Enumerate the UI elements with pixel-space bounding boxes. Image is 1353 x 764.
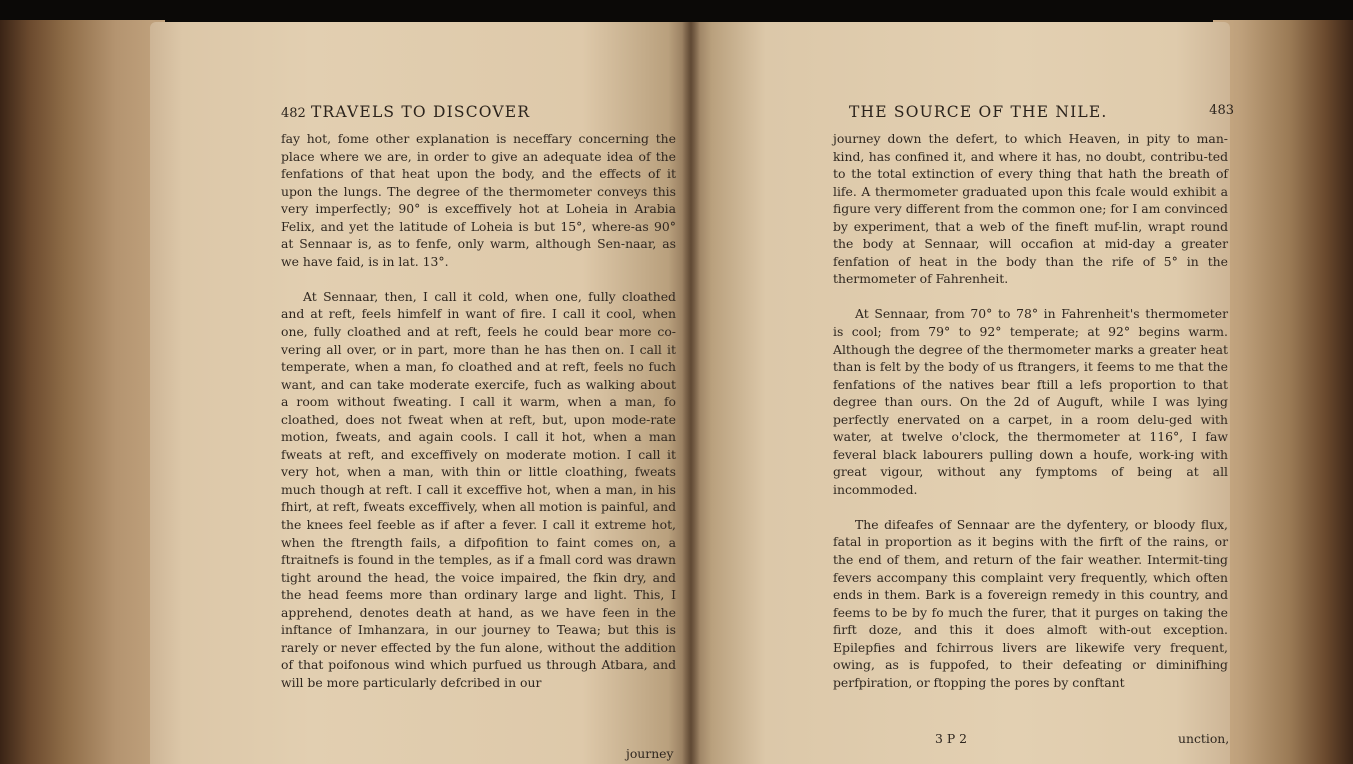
right-page-number: 483: [1209, 103, 1234, 118]
left-page-header: [281, 103, 676, 129]
left-running-title: TRAVELS TO DISCOVER: [311, 103, 531, 121]
right-page-stack: [1213, 20, 1353, 764]
left-paragraph-1: fay hot, fome other explanation is neceffary concerning the place where we are, in order to give an adequate idea of the fenfations of that heat upon the body, and the effects of it upon the lungs. The degree of the thermometer conveys this very imperfectly; 90° is exceffively hot at Loheia in Arabia Felix, and yet the latitude of Loheia is but 15°, where-as 90° at Sennaar is, as to fenfe, only warm, although Sen-naar, as we have faid, is in lat. 13°.: [281, 131, 676, 269]
right-paragraph-1: journey down the defert, to which Heaven, in pity to man-kind, has confined it, and where it has, no doubt, contribu-ted to the total extinction of every thing that hath the breath of life. A thermometer graduated upon this fcale would exhibit a figure very different from the common one; for I am convinced by experiment, that a web of the fineft muf-lin, wrapt round the body at Sennaar, will occafion at mid-day a greater fenfation of heat in the body than the rife of 5° in the thermometer of Fahrenheit.: [833, 131, 1228, 287]
left-page-stack: [0, 20, 165, 764]
right-catchword: unction,: [1178, 731, 1230, 746]
book-gutter: [682, 22, 700, 764]
left-page-body: [281, 130, 676, 691]
right-page-header: [833, 103, 1234, 129]
left-paragraph-2: At Sennaar, then, I call it cold, when one, fully cloathed and at reft, feels himfelf in want of fire. I call it cool, when one, fully cloathed and at reft, feels he could bear more co-vering all over, or in part, more than he has then on. I call it temperate, when a man, fo cloathed and at reft, feels no fuch want, and can take moderate exercife, fuch as walking about a room without fweating. I call it warm, when a man, fo cloathed, does not fweat when at reft, but, upon mode-rate motion, fweats, and again cools. I call it hot, when a man fweats at reft, and exceffively on moderate motion. I call it very hot, when a man, with thin or little cloathing, fweats much though at reft. I call it exceffive hot, when a man, in his fhirt, at reft, fweats exceffively, when all motion is painful, and the knees feel feeble as if after a fever. I call it extreme hot, when the ftrength fails, a difpofition to faint comes on, a ftraitnefs is found in the temples, as if a fmall cord was drawn tight around the head, the voice impaired, the fkin dry, and the head feems more than ordinary large and light. This, I apprehend, denotes death at hand, as we have feen in the inftance of Imhanzara, in our journey to Teawa; but this is rarely or never effected by the fun alone, without the addition of that poifonous wind which purfued us through Atbara, and will be more particularly defcribed in our: [281, 288, 676, 690]
right-paragraph-3: The difeafes of Sennaar are the dyfentery, or bloody flux, fatal in proportion as it begins with the firft of the rains, or the end of them, and return of the fair weather. Intermit-ting fevers accompany this complaint very frequently, which often ends in them. Bark is a fovereign remedy in this country, and feems to be by fo much the furer, that it purges on taking the firft doze, and this it does almoft with-out exception. Epilepfies and fchirrous livers are likewife very frequent, owing, as is fuppofed, to their defeating or diminifhing perfpiration, or ftopping the pores by conftant: [833, 516, 1228, 690]
left-catchword: journey: [626, 746, 674, 761]
right-running-title: THE SOURCE OF THE NILE.: [849, 103, 1108, 121]
signature-mark: 3 P 2: [935, 731, 967, 746]
right-paragraph-2: At Sennaar, from 70° to 78° in Fahrenheit's thermometer is cool; from 79° to 92° temperate; at 92° begins warm. Although the degree of the thermometer marks a greater heat than is felt by the body of us ftrangers, it feems to me that the fenfations of the natives bear ftill a lefs proportion to that degree than ours. On the 2d of Auguft, while I was lying perfectly enervated on a carpet, in a room delu-ged with water, at twelve o'clock, the thermometer at 116°, I faw feveral black labourers pulling down a houfe, work-ing with great vigour, without any fymptoms of being at all incommoded.: [833, 306, 1228, 497]
left-page-number: 482: [281, 106, 306, 121]
right-page-body: [833, 130, 1228, 691]
